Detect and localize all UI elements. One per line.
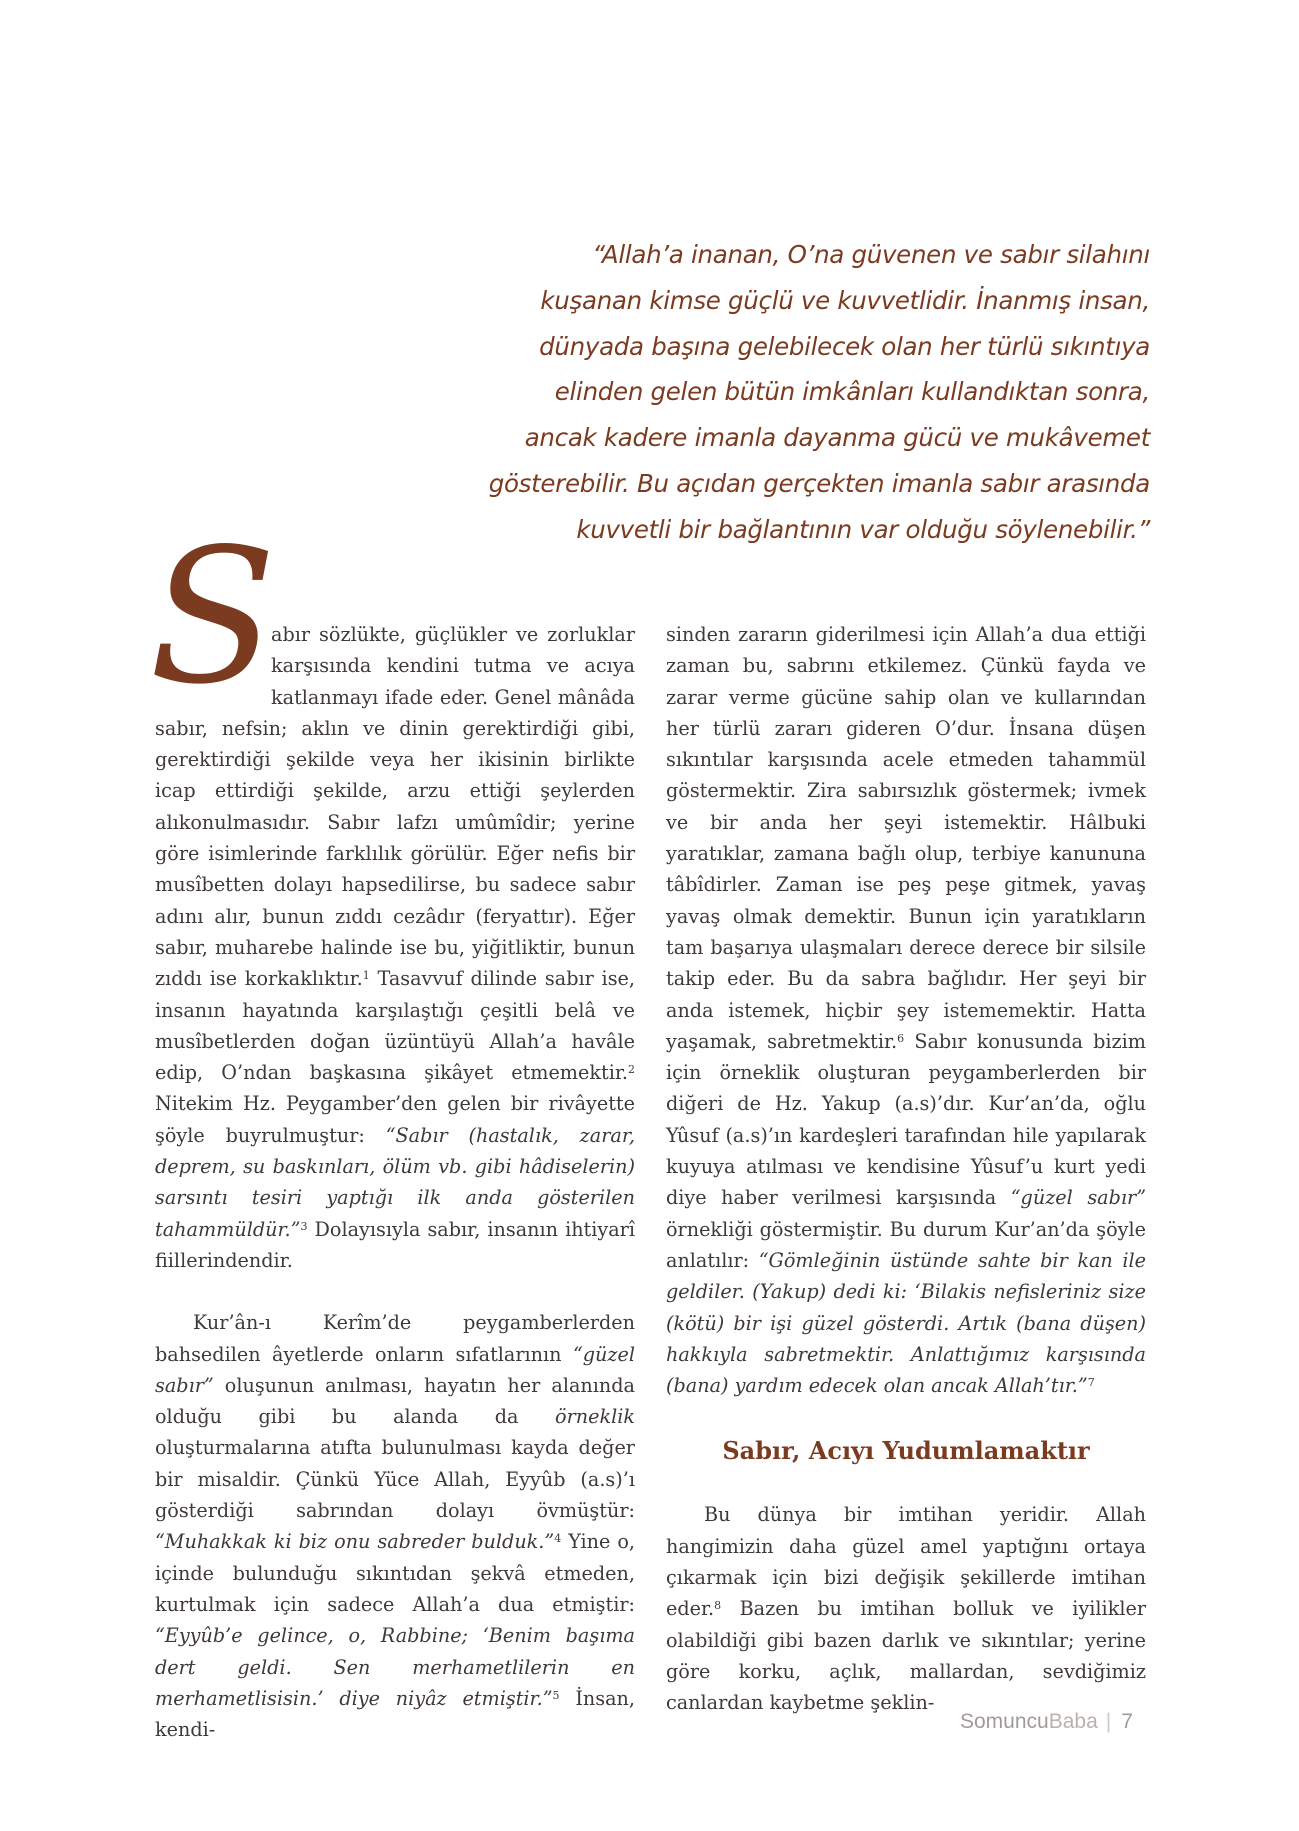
body-text: abır sözlükte, güçlükler ve zorluklar karşısında kendini tutma ve acıya katlanmayı ifade eder. Genel mânâda sabır, nefsin; aklın ve dinin gerektirdiği gibi, gerektirdiği şekilde veya her ikisinin birlikte icap ettirdiği şekilde, arzu ettiği şeylerden alıkonulmasıdır. Sabır lafzı umûmîdir; yerine göre isimlerinde farklılık görülür. Eğer nefis bir musîbetten dolayı hapsedilirse, bu sadece sabır adını alır, bunun zıddı cezâdır (feryattır). Eğer sabır, muharebe halinde ise bu, yiğitliktir, bunun zıddı ise korkaklıktır. — [155, 623, 635, 991]
body-text: İnsan, kendi- — [155, 1686, 636, 1742]
emphasis-text: örneklik — [555, 1405, 635, 1429]
pull-quote-line: dünyada başına gelebilecek olan her türlü sıkıntıya — [539, 331, 1150, 361]
right-column — [666, 619, 1146, 1719]
footnote-ref[interactable]: 2 — [628, 1063, 635, 1077]
footnote-ref[interactable]: 4 — [554, 1532, 562, 1546]
footnote-ref[interactable]: 7 — [1087, 1376, 1095, 1390]
footnote-ref[interactable]: 1 — [362, 969, 370, 983]
footnote-ref[interactable]: 5 — [552, 1688, 560, 1702]
footnote-ref[interactable]: 8 — [714, 1599, 722, 1613]
left-column — [149, 508, 636, 1745]
verse-quote: “Muhakkak ki biz onu sabreder bulduk.” — [155, 1530, 555, 1554]
body-paragraph — [666, 1499, 1146, 1718]
magazine-brand — [960, 1710, 1098, 1733]
pull-quote-line: ancak kadere imanla dayanma gücü ve mukâvemet — [524, 423, 1150, 453]
footnote-ref[interactable]: 3 — [300, 1219, 308, 1233]
body-text: Bazen bu imtihan bolluk ve iyilikler olabildiği gibi bazen darlık ve sıkıntılar; yerine göre korku, açlık, mallardan, sevdiğimiz canlardan kaybetme şeklin- — [666, 1597, 1146, 1715]
pull-quote — [480, 232, 1150, 553]
brand-text: Somuncu — [960, 1710, 1049, 1733]
intro-paragraph — [149, 508, 635, 1276]
pull-quote-line: kuvvetli bir bağlantının var olduğu söylenebilir.” — [576, 514, 1150, 544]
hadith-quote: “Sabır (hastalık, zarar, deprem, su baskınları, ölüm vb. gibi hâdiselerin) sarsıntı tesiri yaptığı ilk anda gösterilen tahammüldür.” — [155, 1123, 635, 1241]
pull-quote-line: kuşanan kimse güçlü ve kuvvetlidir. İnanmış insan, — [540, 285, 1150, 315]
body-text: Kur’ân-ı Kerîm’de peygamberlerden bahsedilen âyetlerde onların sıfatlarının — [155, 1311, 635, 1366]
pull-quote-line: gösterebilir. Bu açıdan gerçekten imanla sabır arasında — [488, 468, 1150, 498]
body-paragraph — [155, 1307, 635, 1745]
body-paragraph — [666, 619, 1146, 1401]
body-text: Sabır konusunda bizim için örneklik oluşturan peygamberlerden bir diğeri de Hz. Yakup (a.s)’dır. Kur’an’da, oğlu Yûsuf (a.s)’ın kardeşleri tarafından hile yapılarak kuyuya atılması ve kendisine Yûsuf’u kurt yedi diye haber verilmesi karşısında — [666, 1029, 1146, 1210]
body-text: Yine o, içinde bulunduğu sıkıntıdan şekvâ etmeden, kurtulmak için sadece Allah’a dua etmiştir: — [155, 1530, 635, 1616]
brand-text: Baba — [1048, 1710, 1098, 1733]
body-text: Dolayısıyla sabır, insanın ihtiyarî fiillerindendir. — [155, 1217, 635, 1272]
body-text: Nitekim Hz. Peygamber’den gelen bir rivâyette şöyle buyrulmuştur: — [155, 1092, 635, 1147]
drop-cap: S — [149, 508, 277, 725]
emphasis-text: “güzel sabır” — [155, 1342, 635, 1397]
emphasis-text: “güzel sabır” — [1010, 1186, 1147, 1210]
page-number: 7 — [1121, 1710, 1133, 1733]
footer-divider: | — [1105, 1710, 1112, 1733]
body-text: örnekliği göstermiştir. Bu durum Kur’an’da şöyle anlatılır: — [666, 1217, 1146, 1272]
pull-quote-line: elinden gelen bütün imkânları kullandıktan sonra, — [554, 377, 1150, 407]
body-text: oluşunun anılması, hayatın her alanında olduğu gibi bu alanda da — [155, 1373, 635, 1429]
body-text: Tasavvuf dilinde sabır ise, insanın hayatında karşılaştığı çeşitli belâ ve musîbetlerden doğan üzüntüyü Allah’a havâle edip, O’ndan başkasına şikâyet etmemektir. — [155, 967, 635, 1085]
footnote-ref[interactable]: 6 — [897, 1031, 905, 1045]
body-text: Bu dünya bir imtihan yeridir. Allah hangimizin daha güzel amel yaptığını ortaya çıkarmak için bizi değişik şekillerde imtihan eder. — [666, 1503, 1146, 1621]
section-heading: Sabır, Acıyı Yudumlamaktır — [722, 1436, 1090, 1466]
verse-quote: “Eyyûb’e gelince, o, Rabbine; ‘Benim başıma dert geldi. Sen merhametlilerin en merhametlisisin.’ diye niyâz etmiştir.” — [155, 1624, 635, 1710]
body-text: sinden zararın giderilmesi için Allah’a dua ettiği zaman bu, sabrını etkilemez. Çünkü fayda ve zarar verme gücüne sahip olan ve kullarından her türlü zararı gideren O’dur. İnsana düşen sıkıntılar karşısında acele etmeden tahammül göstermektir. Zira sabırsızlık göstermek; ivmek ve bir anda her şeyi istemektir. Hâlbuki yaratıklar, zamana bağlı olup, terbiye kanununa tâbîdirler. Zaman ise peş peşe gitmek, yavaş yavaş olmak demektir. Bunun için yaratıkların tam başarıya ulaşmaları derece derece bir silsile takip eder. Bu da sabra bağlıdır. Her şeyi bir anda istemek, hiçbir şey istememektir. Hatta yaşamak, sabretmektir. — [666, 623, 1146, 1053]
verse-quote: “Gömleğinin üstünde sahte bir kan ile geldiler. (Yakup) dedi ki: ‘Bilakis nefisleriniz size (kötü) bir işi güzel gösterdi. Artık (bana düşen) hakkıyla sabretmektir. Anlattığımız karşısında (bana) yardım edecek olan ancak Allah’tır.” — [666, 1248, 1146, 1398]
body-text: oluşturmalarına atıfta bulunulması kayda değer bir misaldir. Çünkü Yüce Allah, Eyyûb (a.s)’ı gösterdiği sabrından dolayı övmüştür: — [155, 1436, 635, 1523]
pull-quote-line: “Allah’a inanan, O’na güvenen ve sabır silahını — [592, 240, 1150, 269]
page-footer — [960, 1710, 1133, 1734]
